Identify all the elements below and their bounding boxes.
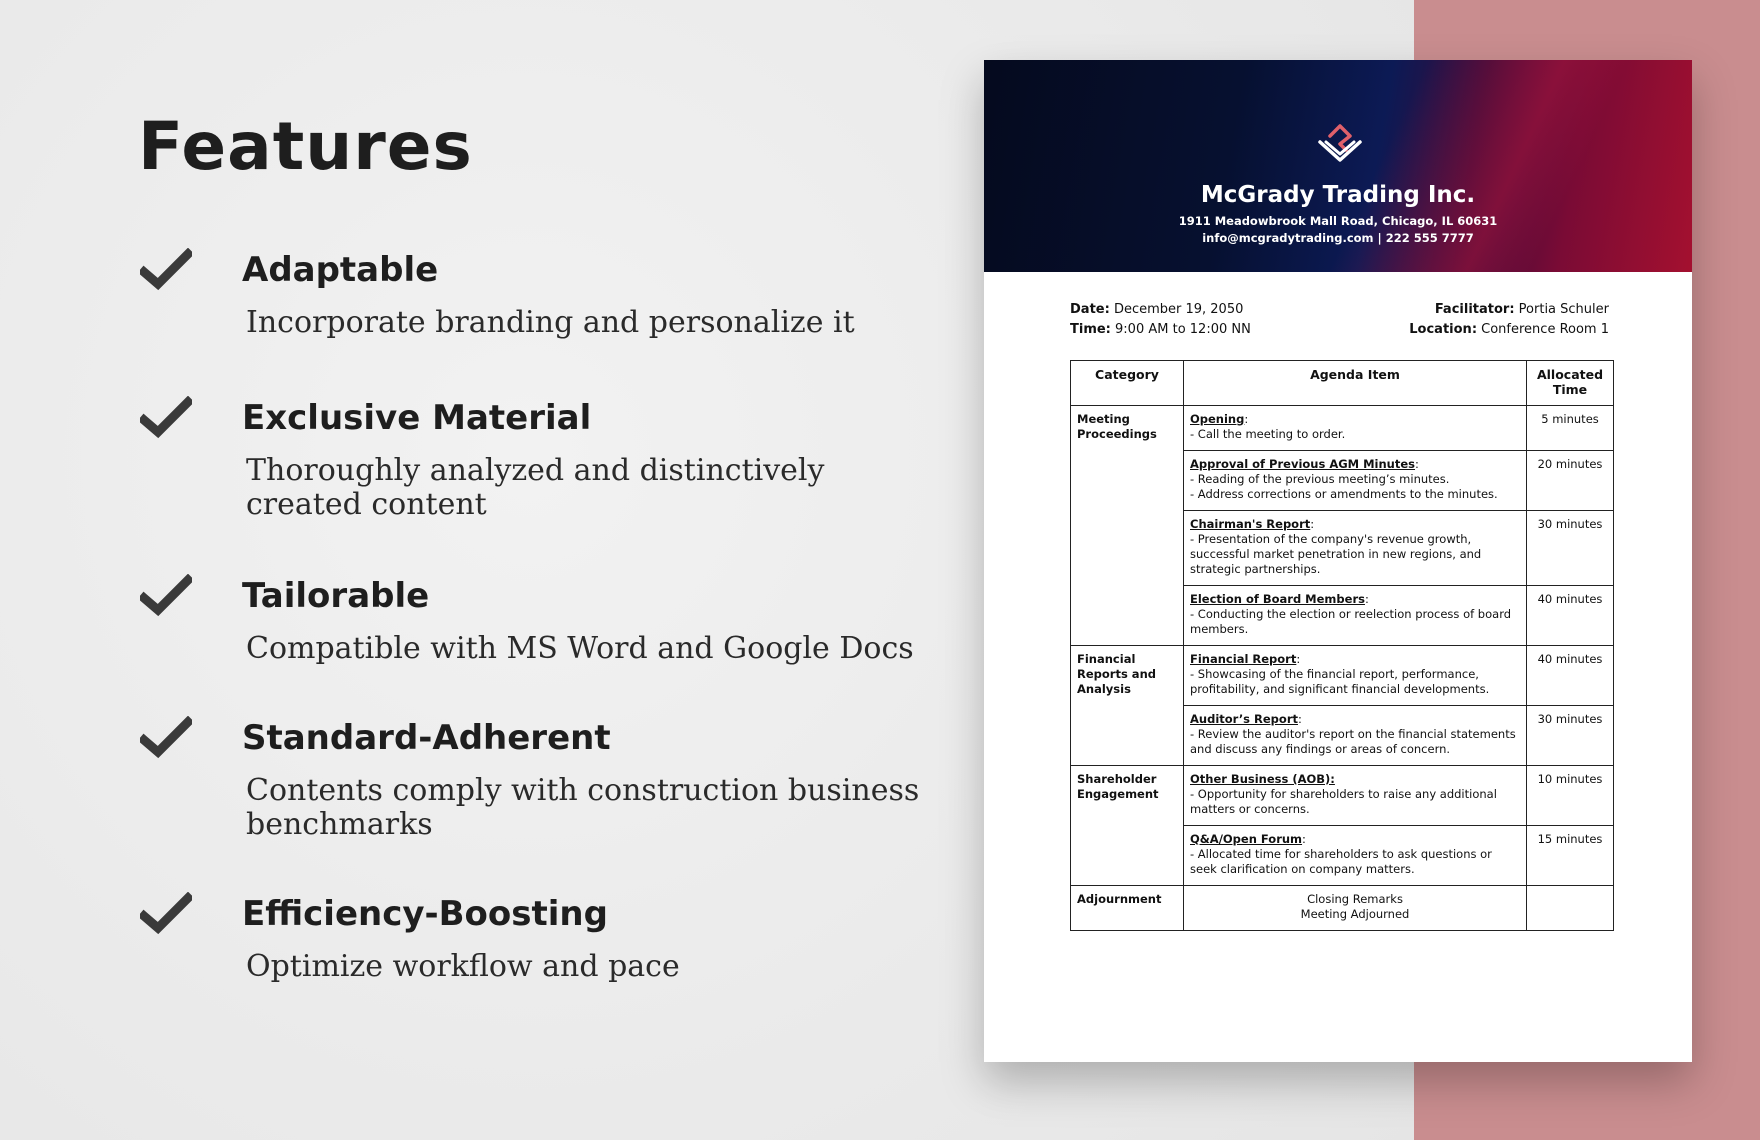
agenda-item-cell xyxy=(1184,451,1527,511)
agenda-item-suffix: : xyxy=(1310,517,1315,531)
header-category: Category xyxy=(1071,361,1184,406)
agenda-item-title: Election of Board Members xyxy=(1190,592,1365,606)
feature-description: Optimize workflow and pace xyxy=(246,949,680,984)
agenda-body xyxy=(1071,406,1614,931)
company-name: McGrady Trading Inc. xyxy=(1200,182,1476,208)
agenda-item-cell xyxy=(1184,511,1527,586)
header-agenda-item: Agenda Item xyxy=(1184,361,1527,406)
agenda-item-title: Auditor’s Report xyxy=(1190,712,1298,726)
category-cell: Financial Reports and Analysis xyxy=(1071,646,1184,766)
agenda-item-line: - Reading of the previous meeting’s minutes. xyxy=(1190,472,1450,486)
agenda-item-line: Meeting Adjourned xyxy=(1300,907,1410,921)
agenda-item-suffix: : xyxy=(1415,457,1419,471)
agenda-item-line: Closing Remarks xyxy=(1307,892,1403,906)
agenda-item-cell xyxy=(1184,706,1527,766)
allocated-time-cell: 40 minutes xyxy=(1527,586,1614,646)
company-contact: info@mcgradytrading.com | 222 555 7777 xyxy=(1202,231,1474,245)
check-icon xyxy=(140,248,192,292)
agenda-item-line: - Conducting the election or reelection process of board members. xyxy=(1190,607,1512,636)
agenda-item-suffix: : xyxy=(1364,592,1369,606)
allocated-time-cell: 30 minutes xyxy=(1527,511,1614,586)
agenda-item-cell xyxy=(1184,646,1527,706)
table-row xyxy=(1071,406,1614,451)
document-header xyxy=(984,60,1692,272)
meeting-date: Date: December 19, 2050 xyxy=(1070,302,1244,317)
feature-description: Contents comply with construction business benchmarks xyxy=(246,773,920,842)
allocated-time-cell: 20 minutes xyxy=(1527,451,1614,511)
agenda-item-cell xyxy=(1184,766,1527,826)
feature-description: Incorporate branding and personalize it xyxy=(246,305,855,340)
agenda-item-line: - Review the auditor's report on the financial statements and discuss any findings or areas of concern. xyxy=(1190,727,1516,756)
meeting-time: Time: 9:00 AM to 12:00 NN xyxy=(1070,322,1251,337)
agenda-document xyxy=(984,60,1692,1062)
check-icon xyxy=(140,574,192,618)
agenda-item-line: - Address corrections or amendments to the minutes. xyxy=(1190,487,1498,501)
feature-description: Compatible with MS Word and Google Docs xyxy=(246,631,914,666)
agenda-item-cell xyxy=(1184,586,1527,646)
allocated-time-cell: 10 minutes xyxy=(1527,766,1614,826)
category-cell: Shareholder Engagement xyxy=(1071,766,1184,886)
table-header-row xyxy=(1071,361,1614,406)
feature-description: Thoroughly analyzed and distinctively created content xyxy=(246,453,825,522)
check-icon xyxy=(140,396,192,440)
agenda-item-line: - Opportunity for shareholders to raise any additional matters or concerns. xyxy=(1190,787,1497,816)
agenda-item-line: - Presentation of the company's revenue growth, successful market penetration in new regions, and strategic partnerships. xyxy=(1190,532,1482,576)
category-cell: Meeting Proceedings xyxy=(1071,406,1184,646)
check-icon xyxy=(140,892,192,936)
agenda-item-suffix: : xyxy=(1298,712,1302,726)
company-logo-icon xyxy=(1316,120,1364,164)
agenda-item-line: - Call the meeting to order. xyxy=(1190,427,1346,441)
features-title: Features xyxy=(138,108,473,185)
agenda-item-suffix: : xyxy=(1296,652,1301,666)
agenda-item-cell xyxy=(1184,406,1527,451)
agenda-item-title: Chairman's Report xyxy=(1190,517,1311,531)
feature-title: Efficiency-Boosting xyxy=(242,894,608,934)
table-row xyxy=(1071,886,1614,931)
feature-title: Standard-Adherent xyxy=(242,718,611,758)
agenda-table xyxy=(1070,360,1614,931)
agenda-item-title: Approval of Previous AGM Minutes xyxy=(1190,457,1416,471)
table-row xyxy=(1071,766,1614,826)
check-icon xyxy=(140,716,192,760)
allocated-time-cell: 40 minutes xyxy=(1527,646,1614,706)
table-row xyxy=(1071,646,1614,706)
category-cell: Adjournment xyxy=(1071,886,1184,931)
agenda-item-suffix: : xyxy=(1244,412,1249,426)
agenda-item-title: Financial Report xyxy=(1190,652,1297,666)
agenda-item-title: Other Business (AOB): xyxy=(1190,772,1335,786)
agenda-item-title: Opening xyxy=(1190,412,1245,426)
feature-title: Adaptable xyxy=(242,250,439,290)
header-allocated-time: Allocated Time xyxy=(1527,361,1614,406)
agenda-item-title: Q&A/Open Forum xyxy=(1190,832,1303,846)
agenda-item-cell xyxy=(1184,886,1527,931)
meeting-facilitator: Facilitator: Portia Schuler xyxy=(1434,302,1609,317)
meeting-meta-right xyxy=(1409,300,1609,340)
allocated-time-cell: 5 minutes xyxy=(1527,406,1614,451)
agenda-item-suffix: : xyxy=(1302,832,1306,846)
agenda-item-line: - Showcasing of the financial report, performance, profitability, and significant financial developments. xyxy=(1190,667,1490,696)
agenda-item-cell xyxy=(1184,826,1527,886)
agenda-item-line: - Allocated time for shareholders to ask questions or seek clarification on company matters. xyxy=(1190,847,1492,876)
feature-title: Tailorable xyxy=(242,576,430,616)
meeting-meta-left xyxy=(1070,300,1251,340)
feature-title: Exclusive Material xyxy=(242,398,592,438)
allocated-time-cell: 30 minutes xyxy=(1527,706,1614,766)
company-address: 1911 Meadowbrook Mall Road, Chicago, IL 60631 xyxy=(1178,214,1498,228)
allocated-time-cell: 15 minutes xyxy=(1527,826,1614,886)
allocated-time-cell xyxy=(1527,886,1614,931)
meeting-location: Location: Conference Room 1 xyxy=(1409,322,1609,337)
